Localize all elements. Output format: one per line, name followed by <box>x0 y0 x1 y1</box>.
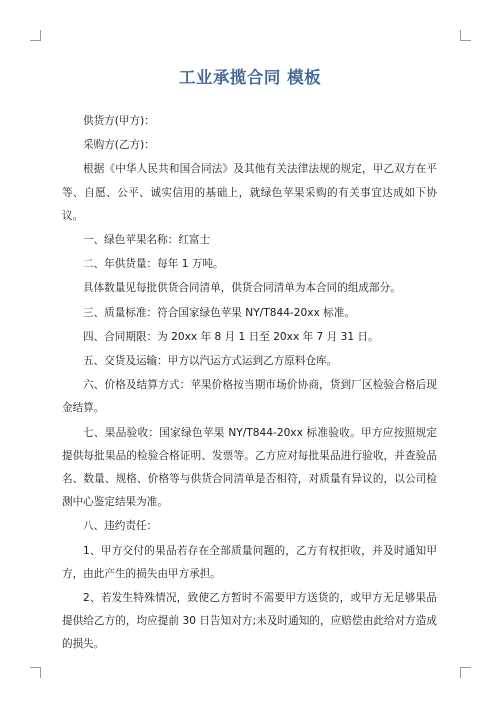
paragraph-preamble: 根据《中华人民共和国合同法》及其他有关法律法规的规定，甲乙双方在平等、自愿、公平、诚实信用的基础上，就绿色苹果采购的有关事宜达成如下协议。 <box>62 163 437 222</box>
document-body <box>62 110 437 658</box>
paragraph-clause-3: 三、质量标准：符合国家绿色苹果 NY/T844-20xx 标准。 <box>83 306 355 319</box>
paragraph-clause-7: 七、果品验收：国家绿色苹果 NY/T844-20xx 标准验收。甲方应按照规定提供每批果品的检验合格证明、发票等。乙方应对每批果品进行验收，并查验品名、数量、规格、价格等与供货合同清单是否相符，对质量有异议的，以公司检测中心鉴定结果为准。 <box>62 426 437 509</box>
crop-mark-top-right <box>460 30 471 41</box>
paragraph-clause-5: 五、交货及运输：甲方以汽运方式运到乙方原料仓库。 <box>83 355 338 368</box>
paragraph-clause-4: 四、合同期限：为 20xx 年 8 月 1 日至 20xx 年 7 月 31 日。 <box>83 330 379 343</box>
crop-mark-bottom-left <box>30 667 41 678</box>
document-title: 工业承揽合同 模板 <box>178 68 322 87</box>
paragraph-clause-2: 二、年供货量：每年 1 万吨。 <box>83 258 224 271</box>
crop-mark-bottom-right <box>460 667 471 678</box>
paragraph-clause-8-item-1: 1、甲方交付的果品若存在全部质量问题的，乙方有权拒收，并及时通知甲方，由此产生的损失由甲方承担。 <box>62 544 437 580</box>
paragraph-clause-1: 一、绿色苹果名称：红富士 <box>83 234 211 247</box>
crop-mark-top-left <box>30 30 41 41</box>
paragraph-quantity-note: 具体数量见每批供货合同清单，供货合同清单为本合同的组成部分。 <box>83 282 401 295</box>
paragraph-clause-8-item-2: 2、若发生特殊情况，致使乙方暂时不需要甲方送货的，或甲方无足够果品提供给乙方的，均应提前 30 日告知对方;未及时通知的，应赔偿由此给对方造成的损失。 <box>62 592 437 651</box>
paragraph-clause-6: 六、价格及结算方式：苹果价格按当期市场价协商，货到厂区检验合格后现金结算。 <box>62 379 437 415</box>
paragraph-clause-8: 八、违约责任： <box>83 520 158 533</box>
paragraph-purchaser: 采购方(乙方)： <box>83 139 155 152</box>
paragraph-supplier: 供货方(甲方)： <box>83 115 155 127</box>
